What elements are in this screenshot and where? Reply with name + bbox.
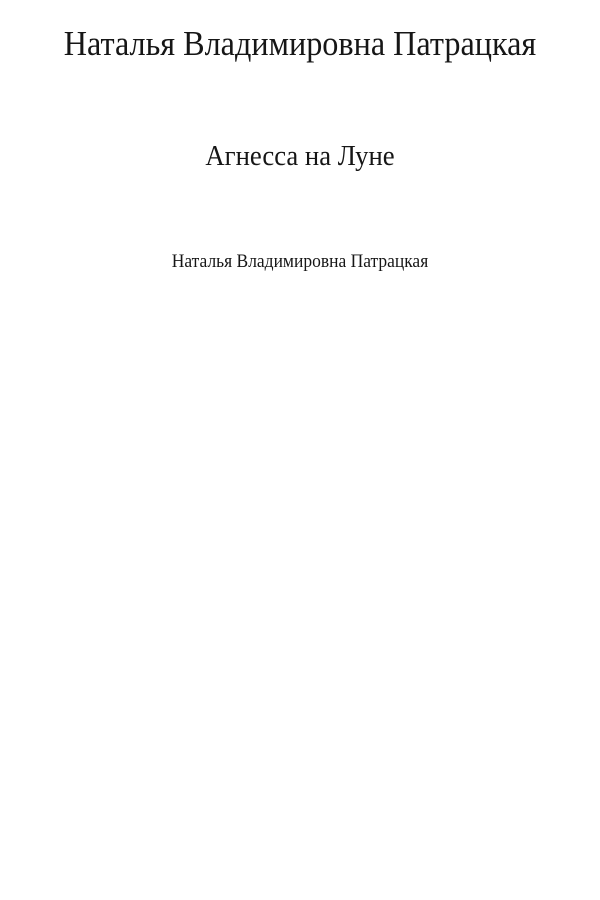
- book-author-subheading: Наталья Владимировна Патрацкая: [171, 251, 429, 272]
- book-title: Агнесса на Луне: [205, 140, 395, 172]
- book-author-heading: Наталья Владимировна Патрацкая: [63, 24, 537, 63]
